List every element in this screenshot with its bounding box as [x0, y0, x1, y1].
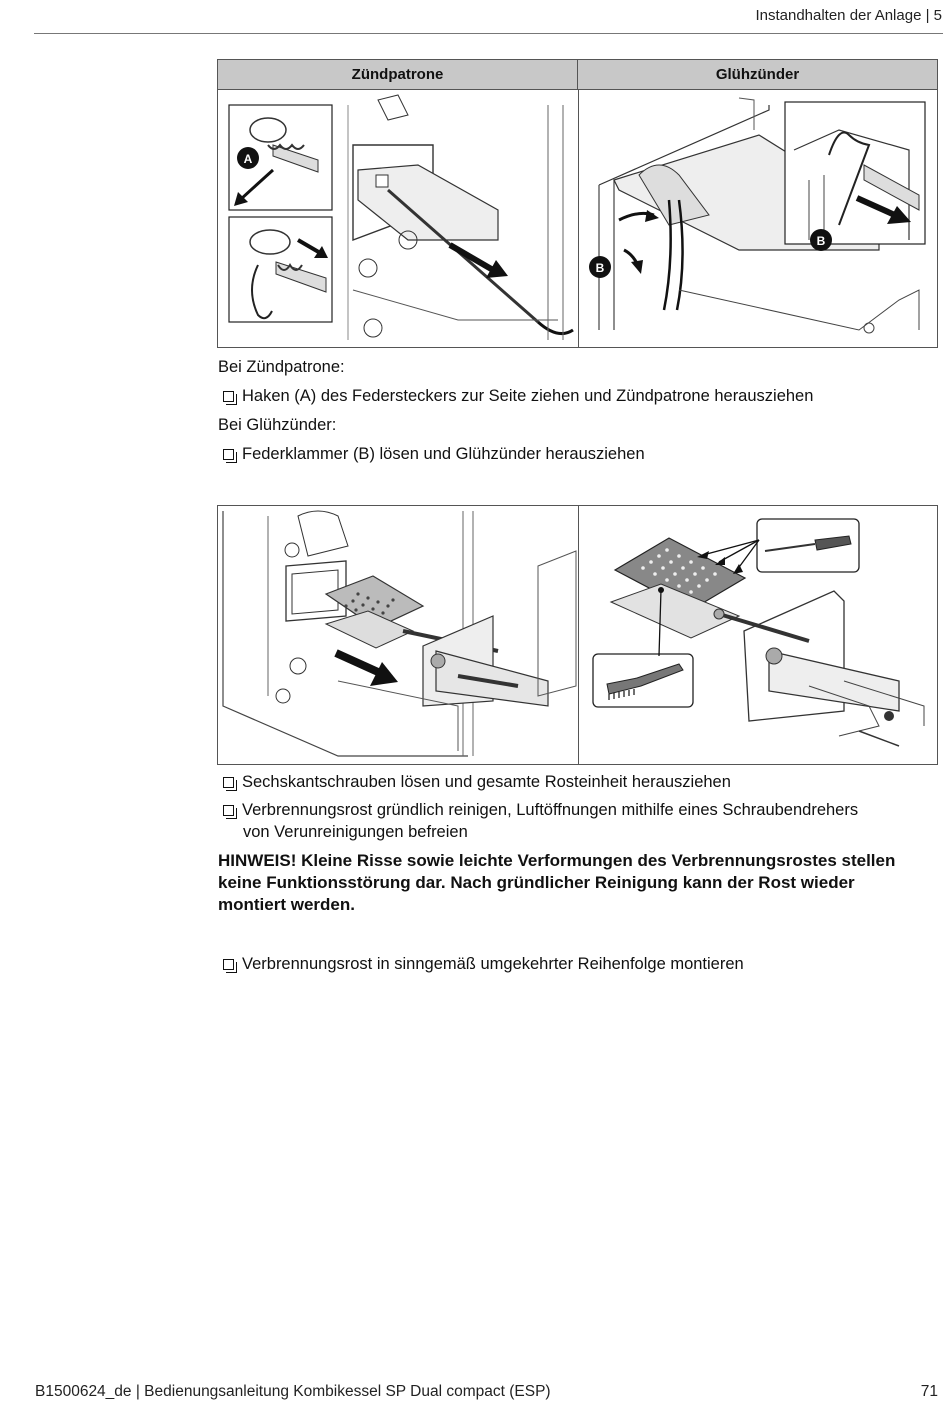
callout-b-main: B: [595, 261, 605, 275]
figure-grate-removal: [217, 505, 938, 765]
checkbox-icon: [223, 805, 234, 816]
notice-hinweis: HINWEIS! Kleine Risse sowie leichte Verformungen des Verbrennungsrostes stellen keine Funktionsstörung dar. Nach gründlicher Reinigung kann der Rost wieder montiert werden.: [218, 851, 896, 914]
checkbox-icon: [223, 777, 234, 788]
checkbox-icon: [223, 391, 234, 402]
glow-igniter-illustration: [579, 90, 938, 348]
footer-document-title: B1500624_de | Bedienungsanleitung Kombikessel SP Dual compact (ESP): [35, 1383, 551, 1400]
column-heading-ignition-cartridge: Zündpatrone: [351, 66, 444, 83]
figure-ignition-removal: [217, 59, 938, 348]
intro-ignition-cartridge: Bei Zündpatrone:: [218, 358, 345, 376]
figure-header-row: [218, 60, 937, 90]
checkbox-icon: [223, 449, 234, 460]
header-rule: [34, 33, 943, 34]
callout-b-inset: B: [816, 234, 826, 248]
step-clean-grate: Verbrennungsrost gründlich reinigen, Luftöffnungen mithilfe eines Schraubendrehers: [223, 800, 858, 821]
callout-a: A: [243, 152, 253, 166]
step-clean-grate-continued: von Verunreinigungen befreien: [243, 823, 468, 841]
ignition-cartridge-illustration: [218, 90, 578, 348]
page-number: 71: [920, 1383, 938, 1400]
step-remove-grate: Sechskantschrauben lösen und gesamte Rosteinheit herausziehen: [223, 772, 731, 793]
grate-cleaning-illustration: [579, 506, 938, 764]
running-header: Instandhalten der Anlage | 5: [755, 7, 942, 24]
checkbox-icon: [223, 959, 234, 970]
grate-removal-illustration: [218, 506, 578, 764]
step-reassemble-grate: Verbrennungsrost in sinngemäß umgekehrter Reihenfolge montieren: [223, 954, 744, 975]
step-glow-igniter: Federklammer (B) lösen und Glühzünder herausziehen: [223, 444, 645, 465]
step-ignition-cartridge: Haken (A) des Federsteckers zur Seite ziehen und Zündpatrone herausziehen: [223, 386, 813, 407]
intro-glow-igniter: Bei Glühzünder:: [218, 416, 337, 434]
column-heading-glow-igniter: Glühzünder: [577, 60, 937, 89]
